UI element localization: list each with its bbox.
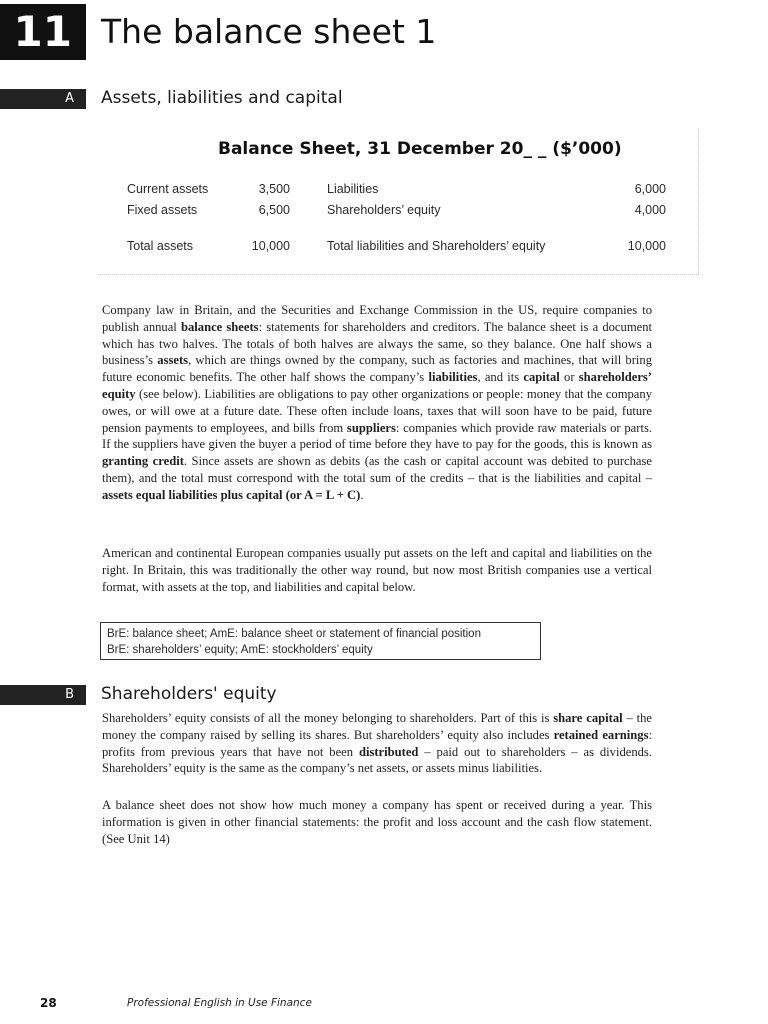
term-accounting-equation: assets equal liabilities plus capital (or A = L + C) bbox=[102, 487, 361, 502]
section-a-title: Assets, liabilities and capital bbox=[101, 88, 343, 108]
balance-sheet-title: Balance Sheet, 31 December 20_ _ ($’000) bbox=[218, 139, 622, 159]
bs-fixed-assets-value: 6,500 bbox=[258, 203, 290, 217]
book-title: Professional English in Use Finance bbox=[127, 997, 312, 1009]
section-a-paragraph-2: American and continental European companies usually put assets on the left and capital and liabilities on the right. In Britain, this was traditionally the other way round, but now most British companies use a vertical format, with assets at the top, and liabilities and capital below. bbox=[102, 546, 652, 594]
section-a-paragraph-1: Company law in Britain, and the Securities and Exchange Commission in the US, require companies to publish annual balance sheets: statements for shareholders and creditors. The balance sheet is a document which has two halves. The totals of both halves are always the same, so they balance. One half shows a business’s assets, which are things owned by the company, such as factories and machines, that will bring future economic benefits. The other half shows the company’s liabilities, and its capital or shareholders’ equity (see below). Liabilities are obligations to pay other organizations or people: money that the company owes, or will owe at a future date. These often include loans, taxes that will soon have to be paid, future pension payments to employees, and bills from suppliers: companies which provide raw materials or parts. If the suppliers have given the buyer a period of time before they have to pay for the goods, this is known as granting credit. Since assets are shown as debits (as the cash or capital account was debited to purchase them), and the total must correspond with the total sum of the credits – that is the liabilities and capital – assets equal liabilities plus capital (or A = L + C). bbox=[102, 303, 652, 502]
term-shareholders-equity: shareholders’ equity bbox=[102, 370, 652, 401]
bs-liabilities-value: 6,000 bbox=[634, 182, 666, 196]
bs-shareholders-equity-label: Shareholders’ equity bbox=[327, 203, 441, 217]
bs-liabilities-label: Liabilities bbox=[327, 182, 379, 196]
bs-current-assets-label: Current assets bbox=[127, 182, 209, 196]
bs-fixed-assets-label: Fixed assets bbox=[127, 203, 198, 217]
term-assets: assets bbox=[157, 353, 189, 368]
unit-number-badge: 11 bbox=[0, 4, 86, 60]
term-capital: capital bbox=[523, 370, 560, 385]
note-line-2: BrE: shareholders’ equity; AmE: stockholders’ equity bbox=[107, 644, 373, 656]
term-suppliers: suppliers bbox=[346, 420, 396, 435]
term-distributed: distributed bbox=[358, 744, 419, 759]
term-balance-sheets: balance sheets bbox=[180, 319, 259, 334]
section-b-paragraph-1: Shareholders’ equity consists of all the money belonging to shareholders. Part of this is share capital – the money the company raised by selling its shares. But shareholders’ equity also includes retained earnings: profits from previous years that have not been distributed – paid out to shareholders – as dividends. Shareholders’ equity is the same as the company’s net assets, or assets minus liabilities. bbox=[102, 711, 652, 776]
page-number: 28 bbox=[40, 996, 57, 1010]
bs-shareholders-equity-value: 4,000 bbox=[634, 203, 666, 217]
bre-ame-note-box bbox=[100, 622, 541, 660]
term-share-capital: share capital bbox=[553, 711, 623, 725]
balance-sheet-panel bbox=[100, 128, 699, 275]
section-a-marker: A bbox=[0, 89, 86, 109]
section-b-marker: B bbox=[0, 685, 86, 705]
section-b-paragraph-2: A balance sheet does not show how much money a company has spent or received during a year. This information is given in other financial statements: the profit and loss account and the cash flow statement. (See Unit 14) bbox=[102, 798, 652, 846]
bs-total-assets-value: 10,000 bbox=[251, 239, 290, 253]
bs-total-liabilities-label: Total liabilities and Shareholders’ equity bbox=[327, 239, 546, 253]
term-retained-earnings: retained earnings bbox=[553, 727, 649, 742]
section-b-title: Shareholders' equity bbox=[101, 684, 277, 704]
bs-total-liabilities-value: 10,000 bbox=[627, 239, 666, 253]
bs-total-assets-label: Total assets bbox=[127, 239, 194, 253]
term-granting-credit: granting credit bbox=[102, 454, 184, 469]
bs-current-assets-value: 3,500 bbox=[258, 182, 290, 196]
unit-title: The balance sheet 1 bbox=[101, 12, 437, 51]
term-liabilities: liabilities bbox=[428, 370, 478, 385]
note-line-1: BrE: balance sheet; AmE: balance sheet or statement of financial position bbox=[107, 628, 481, 640]
